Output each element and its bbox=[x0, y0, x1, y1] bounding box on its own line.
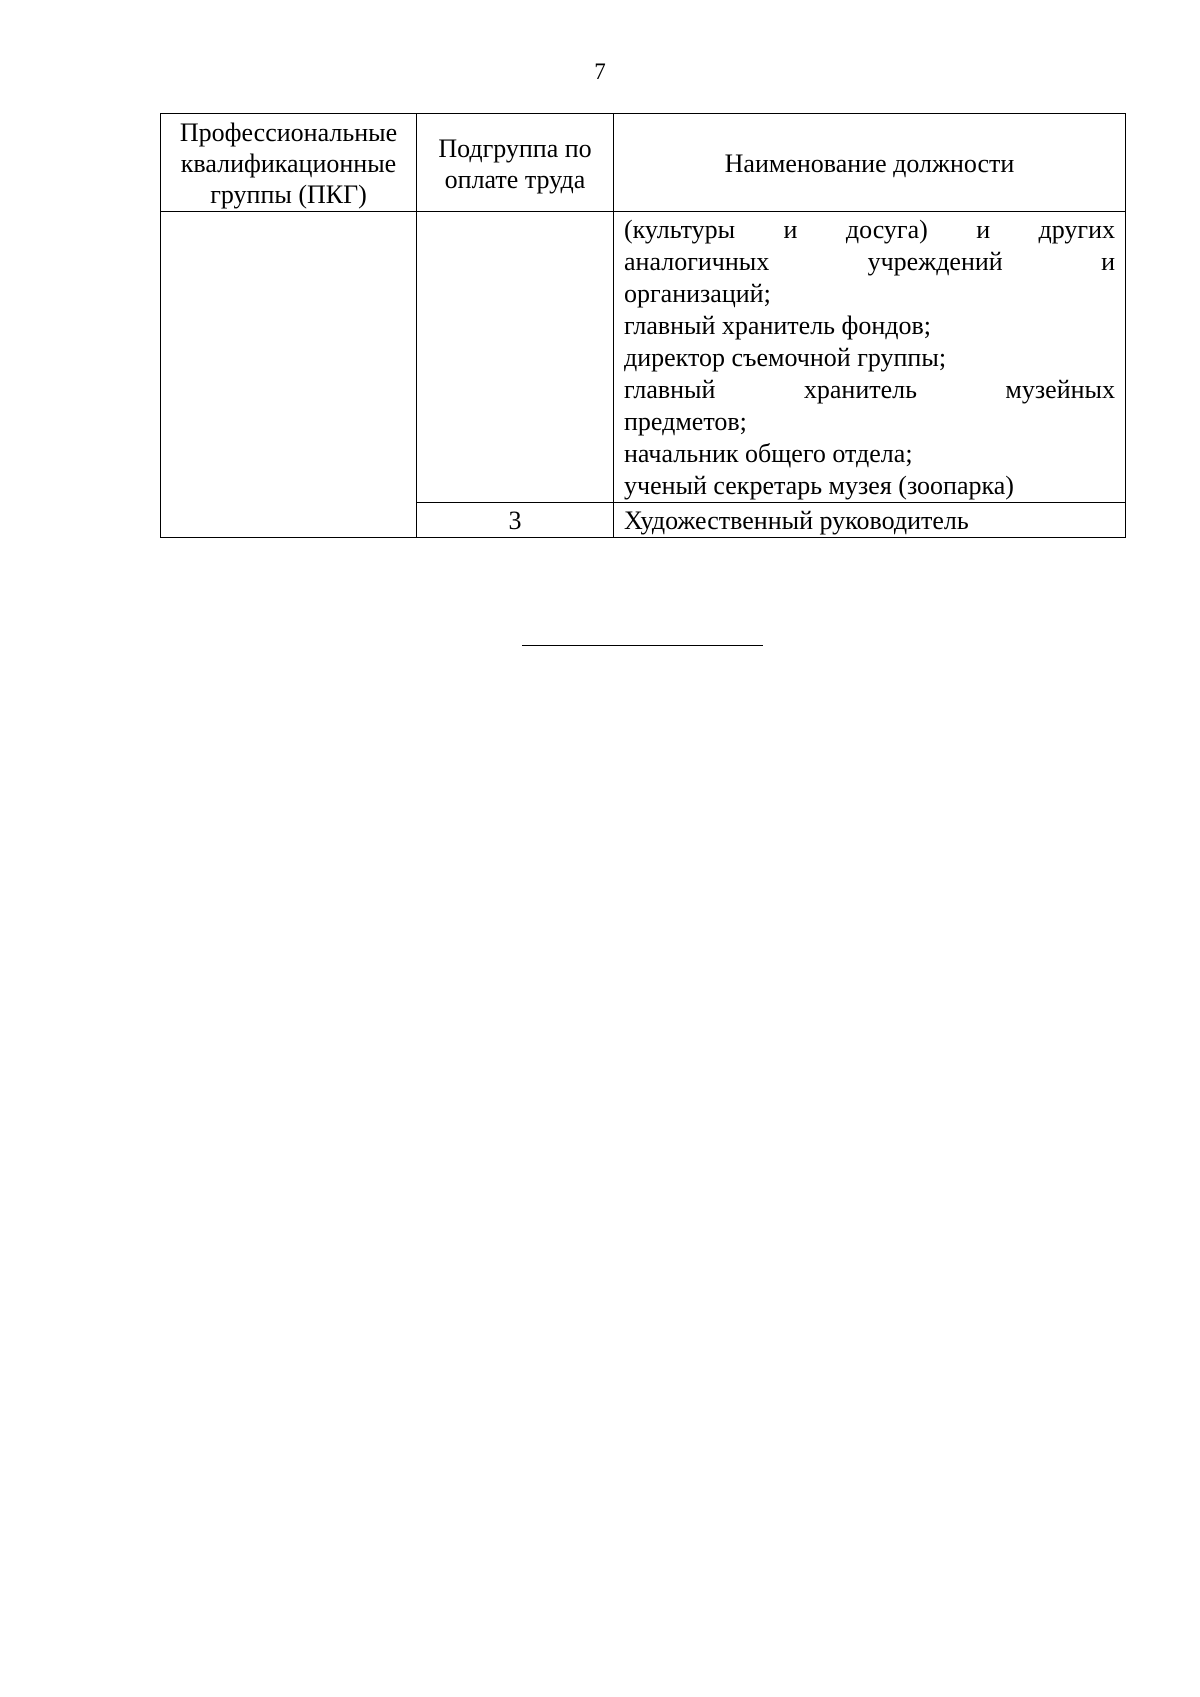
position-line: ученый секретарь музея (зоопарка) bbox=[624, 471, 1014, 500]
positions-list bbox=[614, 503, 1125, 537]
header-pkg-label: Профессиональные квалификационные группы (ПКГ) bbox=[179, 118, 398, 209]
pkg-cell-text bbox=[161, 212, 416, 214]
positions-cell bbox=[614, 212, 1126, 503]
subgroup-cell-text: 3 bbox=[508, 506, 522, 535]
position-line: директор съемочной группы; bbox=[624, 343, 947, 372]
header-position bbox=[614, 114, 1126, 212]
position-line: аналогичных учреждений и bbox=[624, 247, 1115, 276]
position-line: организаций; bbox=[624, 279, 771, 308]
header-pkg bbox=[161, 114, 417, 212]
position-line: Художественный руководитель bbox=[624, 506, 969, 535]
position-line: главный хранитель фондов; bbox=[624, 311, 932, 340]
position-line: главный хранитель музейных bbox=[624, 375, 1115, 404]
position-line: (культуры и досуга) и других bbox=[624, 215, 1115, 244]
positions-list bbox=[614, 212, 1125, 502]
subgroup-cell-text bbox=[417, 212, 613, 214]
header-subgroup-label: Подгруппа по оплате труда bbox=[438, 133, 592, 194]
positions-table bbox=[160, 113, 1126, 538]
table-header-row bbox=[161, 114, 1126, 212]
header-position-label: Наименование должности bbox=[724, 149, 1015, 178]
table-row bbox=[161, 212, 1126, 503]
position-line: начальник общего отдела; bbox=[624, 439, 913, 468]
positions-cell bbox=[614, 503, 1126, 538]
subgroup-cell bbox=[417, 503, 614, 538]
subgroup-cell bbox=[417, 212, 614, 503]
page-number: 7 bbox=[594, 59, 606, 84]
footer-rule bbox=[522, 645, 763, 646]
pkg-cell bbox=[161, 212, 417, 538]
header-subgroup bbox=[417, 114, 614, 212]
position-line: предметов; bbox=[624, 407, 747, 436]
